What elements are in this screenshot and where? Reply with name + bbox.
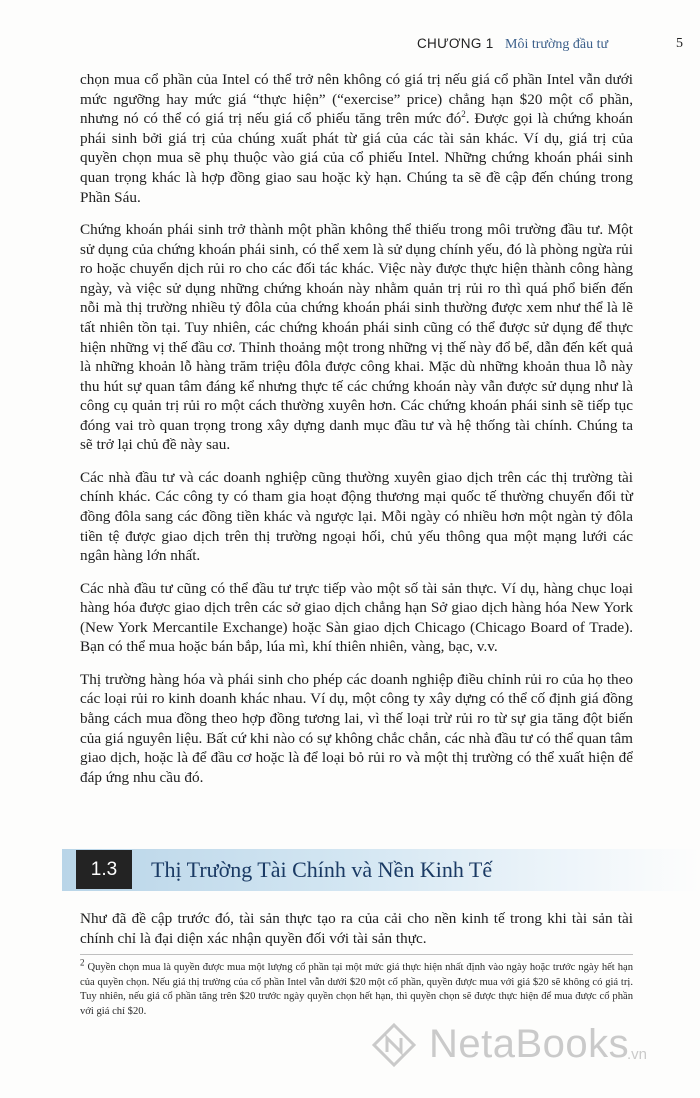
section-title: Thị Trường Tài Chính và Nền Kinh Tế xyxy=(151,857,493,882)
paragraph-5: Thị trường hàng hóa và phái sinh cho phép các doanh nghiệp điều chỉnh rủi ro của họ theo các loại rủi ro kinh doanh khác nhau. Ví dụ, một công ty xây dựng có thể cố định giá đồng bằng cách mua đồng theo hợp đồng tương lai, vì thế loại trừ rủi ro từ sự gia tăng đột biến của giá nguyên liệu. Bất cứ khi nào có sự không chắc chắn, các nhà đầu tư có thể quan tâm giao dịch, hoặc là để đầu cơ hoặc là để loại bỏ rủi ro và một thị trường có thể xuất hiện để đáp ứng nhu cầu đó. xyxy=(80,670,633,786)
paragraph-4: Các nhà đầu tư cũng có thể đầu tư trực tiếp vào một số tài sản thực. Ví dụ, hàng chục loại hàng hóa được giao dịch trên các sở giao dịch chẳng hạn Sở giao dịch hàng hóa New York (New York Mercantile Exchange) hoặc Sàn giao dịch Chicago (Chicago Board of Trade). Bạn có thể mua hoặc bán bắp, lúa mì, khí thiên nhiên, vàng, bạc, v.v. xyxy=(80,579,633,656)
watermark-suffix: .vn xyxy=(627,1046,648,1063)
paragraph-3: Các nhà đầu tư và các doanh nghiệp cũng thường xuyên giao dịch trên các thị trường tài chính khác. Các công ty có tham gia hoạt động thương mại quốc tế thường chuyển đổi từ đồng đôla sang các đồng tiền khác và ngược lại. Mỗi ngày có nhiều hơn một ngàn tỷ đôla tiền tệ được giao dịch trên thị trường ngoại hối, chủ yếu thông qua một mạng lưới các ngân hàng lớn nhất. xyxy=(80,468,633,565)
footnote xyxy=(80,957,633,1019)
running-header xyxy=(0,36,700,56)
watermark xyxy=(371,1020,691,1080)
paragraph-text: chọn mua cổ phần của Intel có thể trở nên không có giá trị nếu giá cổ phần Intel vẫn dưới mức ngưỡng hay mức giá “thực hiện” (“exercise” price) chẳng hạn $20 một cổ phần, nhưng nó có thể có giá trị nếu giá cổ phiếu tăng trên mức đó xyxy=(80,71,633,128)
chapter-label: CHƯƠNG 1 xyxy=(417,36,494,51)
chapter-title: Môi trường đầu tư xyxy=(505,37,609,52)
paragraph-text-cont: . Được gọi là chứng khoán phái sinh bởi giá trị của chúng xuất phát từ giá của các tài sản khác. Ví dụ, giá trị của quyền chọn mua sẽ phụ thuộc vào giá của cổ phiếu Intel. Những chứng khoán phái sinh quan trọng khác là hợp đồng giao sau hoặc kỳ hạn. Chúng ta sẽ đề cập đến chúng trong Phần Sáu. xyxy=(80,110,633,206)
footnote-marker: 2 xyxy=(80,957,85,968)
section-intro: Như đã đề cập trước đó, tài sản thực tạo ra của cải cho nền kinh tế trong khi tài sản tài chính chỉ là đại diện xác nhận quyền đối với tài sản thực. xyxy=(80,910,633,947)
watermark-brand: NetaBooks xyxy=(429,1022,630,1066)
netabooks-logo-icon xyxy=(371,1022,417,1068)
footnote-ref[interactable]: 2 xyxy=(461,109,466,120)
footnote-text: Quyền chọn mua là quyền được mua một lượng cổ phần tại một mức giá thực hiện nhất định vào ngày hoặc trước ngày hết hạn của quyền chọn. Nếu giá thị trường của cổ phần Intel vẫn dưới $20 một cổ phần, quyền được mua với giá $20 sẽ không có giá trị. Tuy nhiên, nếu giá cổ phần tăng trên $20 trước ngày quyền chọn hết hạn, thì quyền chọn sẽ được thực hiện để mua được cổ phần với giá chỉ $20. xyxy=(80,962,633,1017)
section-number: 1.3 xyxy=(76,850,132,889)
paragraph-1 xyxy=(80,70,633,207)
footnote-divider xyxy=(80,954,633,955)
page-number: 5 xyxy=(676,36,683,51)
paragraph-2: Chứng khoán phái sinh trở thành một phần không thể thiếu trong môi trường đầu tư. Một sử dụng của chứng khoán phái sinh, có thể xem là sử dụng chính yếu, đó là phòng ngừa rủi ro hoặc chuyển dịch rủi ro cho các đối tác khác. Việc này được thực hiện thành công hàng ngày, và việc sử dụng những chứng khoán này nhằm quản trị rủi ro thì quá phổ biến đến nỗi mà thị trường nhiều tỷ đôla của chứng khoán phái sinh thường được xem như thể là lẽ tất nhiên tồn tại. Tuy nhiên, các chứng khoán phái sinh cũng có thể được sử dụng để thực hiện những vị thế đầu cơ. Thỉnh thoảng một trong những vị thế này đổ bể, dẫn đến kết quả là những khoản lỗ hàng trăm triệu đôla được công khai. Mặc dù những khoản thua lỗ này thu hút sự quan tâm đáng kể nhưng thực tế các chứng khoán này vẫn được sử dụng như là công cụ quản trị rủi ro một cách thường xuyên hơn. Các chứng khoán phái sinh sẽ tiếp tục đóng vai trò quan trọng trong xây dựng danh mục đầu tư và hệ thống tài chính. Chúng ta sẽ trở lại chủ đề này sau. xyxy=(80,220,633,454)
body-text xyxy=(80,70,633,800)
